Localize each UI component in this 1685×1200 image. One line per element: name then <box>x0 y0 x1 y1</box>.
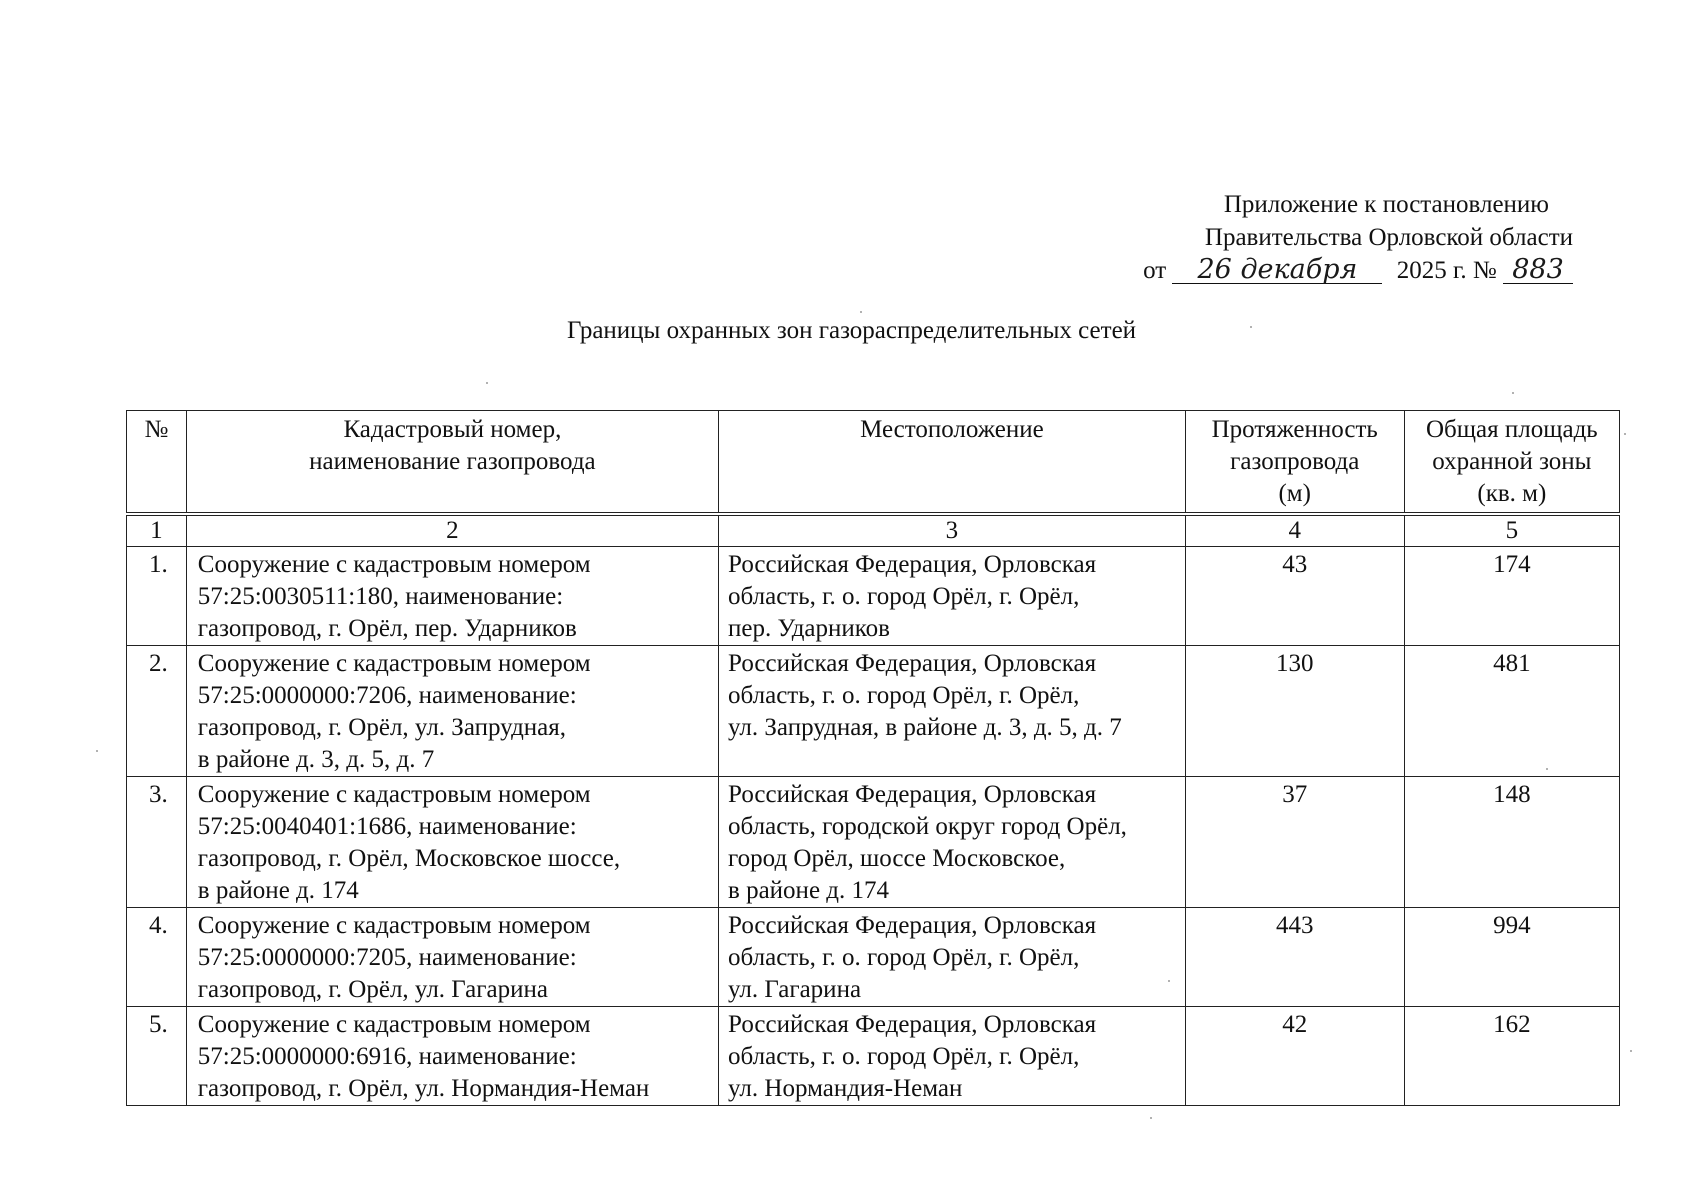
table-row <box>127 1007 1620 1106</box>
row-area: 994 <box>1493 912 1531 939</box>
scan-speck <box>1512 392 1514 394</box>
date-prefix: от <box>1143 257 1167 284</box>
scan-speck <box>1150 1117 1152 1119</box>
row-length: 43 <box>1282 551 1308 578</box>
row-number: 3. <box>149 781 168 808</box>
header-location: Местоположение <box>719 411 1186 515</box>
row-number: 4. <box>149 912 168 939</box>
appendix-line-1: Приложение к постановлению <box>1223 191 1549 218</box>
row-length: 42 <box>1282 1011 1308 1038</box>
row-length: 443 <box>1275 912 1314 939</box>
column-numbers-row <box>127 514 1620 547</box>
scan-speck <box>1250 326 1252 328</box>
appendix-line-2: Правительства Орловской области <box>1204 224 1573 251</box>
header-length: Протяженность газопровода (м) <box>1185 411 1404 515</box>
scan-speck <box>1630 1050 1632 1052</box>
row-number: 5. <box>149 1011 168 1038</box>
column-number: 4 <box>1185 514 1404 547</box>
row-location: Российская Федерация, Орловская область, городской округ город Орёл, город Орёл, шоссе Московское, в районе д. 174 <box>728 781 1127 904</box>
row-location: Российская Федерация, Орловская область, г. о. город Орёл, г. Орёл, ул. Гагарина <box>728 912 1097 1003</box>
appendix-note <box>1113 188 1573 287</box>
column-number: 5 <box>1404 514 1619 547</box>
row-location: Российская Федерация, Орловская область, г. о. город Орёл, г. Орёл, пер. Ударников <box>728 551 1097 642</box>
scan-speck <box>1168 980 1170 982</box>
document-title <box>0 316 1685 346</box>
header-number: № <box>127 411 187 515</box>
handwritten-number: 883 <box>1503 257 1573 284</box>
header-cadastral: Кадастровый номер, наименование газопровода <box>186 411 718 515</box>
row-location: Российская Федерация, Орловская область, г. о. город Орёл, г. Орёл, ул. Нормандия-Неман <box>728 1011 1097 1102</box>
table-row <box>127 777 1620 908</box>
scan-speck <box>860 311 862 313</box>
row-area: 162 <box>1493 1011 1531 1038</box>
row-area: 148 <box>1493 781 1531 808</box>
scan-speck <box>486 382 488 384</box>
scan-speck <box>1624 433 1626 435</box>
scan-speck <box>96 750 98 752</box>
row-area: 481 <box>1493 650 1531 677</box>
row-number: 1. <box>149 551 168 578</box>
row-area: 174 <box>1493 551 1531 578</box>
zones-table <box>126 410 1620 1106</box>
row-name: Сооружение с кадастровым номером 57:25:0030511:180, наименование: газопровод, г. Орёл, пер. Ударников <box>197 551 591 642</box>
row-name: Сооружение с кадастровым номером 57:25:0000000:7206, наименование: газопровод, г. Орёл, ул. Запрудная, в районе д. 3, д. 5, д. 7 <box>197 650 591 773</box>
row-length: 37 <box>1282 781 1308 808</box>
column-number: 1 <box>127 514 187 547</box>
table-row <box>127 646 1620 777</box>
document-title-text: Границы охранных зон газораспределительных сетей <box>566 317 1137 344</box>
table-row <box>127 547 1620 646</box>
row-number: 2. <box>149 650 168 677</box>
row-name: Сооружение с кадастровым номером 57:25:0000000:6916, наименование: газопровод, г. Орёл, ул. Нормандия-Неман <box>197 1011 650 1102</box>
header-area: Общая площадь охранной зоны (кв. м) <box>1404 411 1619 515</box>
date-year: 2025 г. № <box>1396 257 1497 284</box>
handwritten-date: 26 декабря <box>1172 257 1382 284</box>
row-name: Сооружение с кадастровым номером 57:25:0000000:7205, наименование: газопровод, г. Орёл, ул. Гагарина <box>197 912 591 1003</box>
row-name: Сооружение с кадастровым номером 57:25:0040401:1686, наименование: газопровод, г. Орёл, Московское шоссе, в районе д. 174 <box>197 781 621 904</box>
table-row <box>127 908 1620 1007</box>
column-number: 3 <box>719 514 1186 547</box>
table-header-row <box>127 411 1620 515</box>
row-location: Российская Федерация, Орловская область, г. о. город Орёл, г. Орёл, ул. Запрудная, в районе д. 3, д. 5, д. 7 <box>728 650 1122 741</box>
appendix-date-line <box>1113 254 1573 287</box>
scan-speck <box>1546 768 1548 770</box>
column-number: 2 <box>186 514 718 547</box>
row-length: 130 <box>1275 650 1314 677</box>
